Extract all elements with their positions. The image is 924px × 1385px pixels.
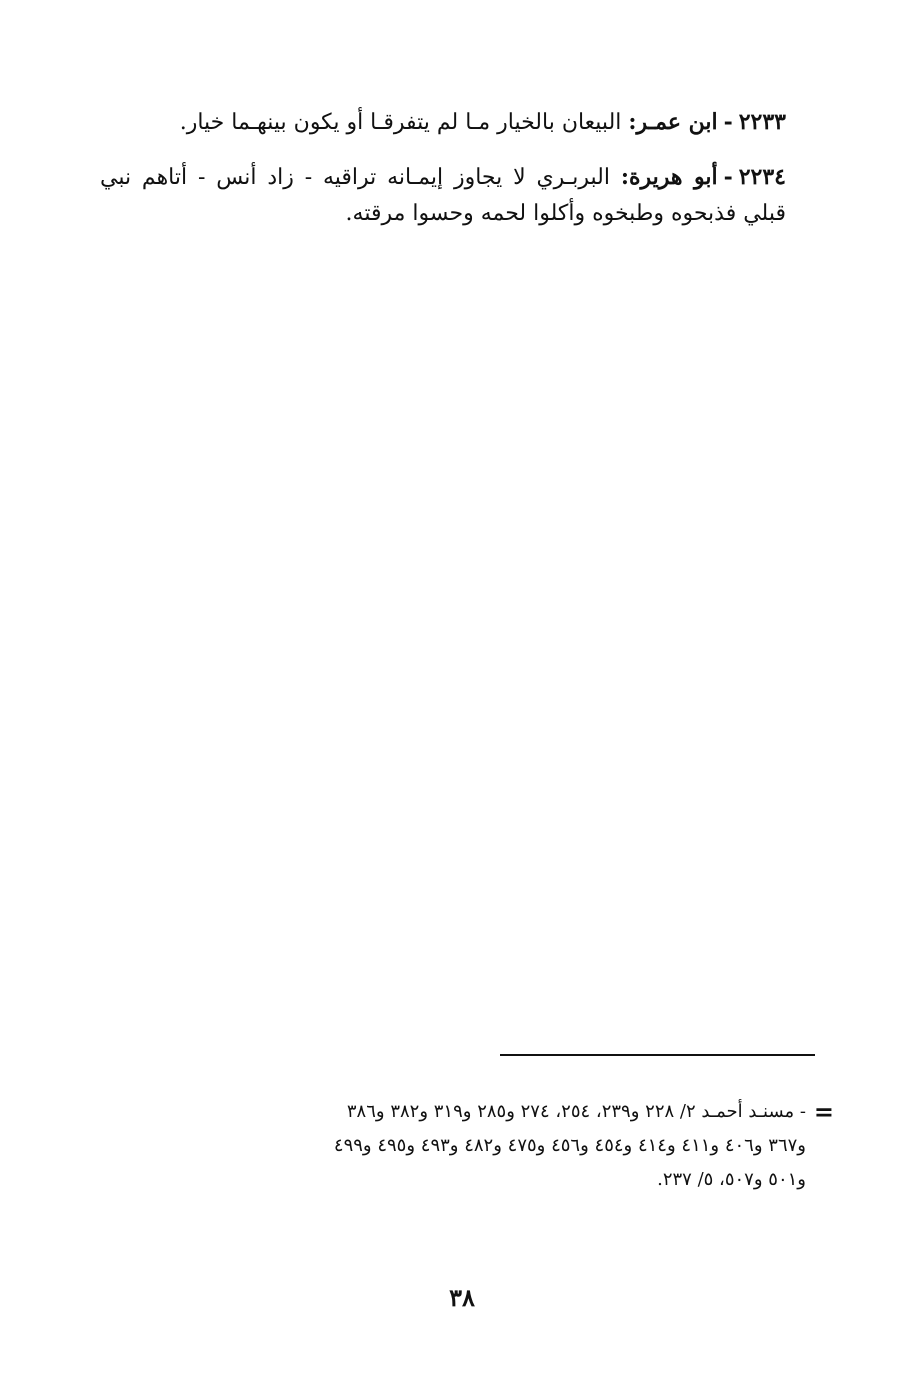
hadith-text: البيعان بالخيار مـا لم يتفرقـا أو يكون بينهـما خيار.: [179, 110, 622, 135]
hadith-entry-text: [100, 159, 786, 232]
footnote: [134, 1095, 834, 1215]
entry-dash: -: [723, 109, 733, 135]
footnote-separator-rule: [500, 1054, 815, 1056]
footnote-lines: [146, 1095, 806, 1197]
hadith-entry-2234: [100, 159, 786, 232]
footnote-continuation-marker: =: [813, 1097, 834, 1126]
hadith-number: ٢٢٣٣: [738, 109, 786, 135]
footnote-line: و٣٦٧ و٤٠٦ و٤١١ و٤١٤ و٤٥٤ و٤٥٦ و٤٧٥ و٤٨٢ و٤٩٣ و٤٩٥ و٤٩٩: [333, 1135, 806, 1156]
footnote-line: - مسنـد أحمـد ٢/ ٢٢٨ و٢٣٩، ٢٥٤، ٢٧٤ و٢٨٥ و٣١٩ و٣٨٢ و٣٨٦: [346, 1101, 806, 1122]
hadith-narrator: ابن عمـر:: [628, 109, 718, 135]
hadith-text: البربـري لا يجاوز إيمـانه تراقيه - زاد أنس - أتاهم نبي قبلي فذبحوه وطبخوه وأكلوا لحمه وحسوا مرقته.: [100, 165, 786, 226]
page-number: ٣٨: [449, 1283, 475, 1312]
entry-dash: -: [723, 164, 733, 190]
hadith-entries: [100, 104, 786, 250]
hadith-narrator: أبو هريرة:: [620, 164, 718, 190]
hadith-entry-2233: [100, 104, 786, 141]
hadith-entry-text: [100, 104, 786, 141]
footnote-line: و٥٠١ و٥٠٧، ٥/ ٢٣٧.: [657, 1169, 806, 1190]
hadith-number: ٢٢٣٤: [738, 164, 786, 190]
